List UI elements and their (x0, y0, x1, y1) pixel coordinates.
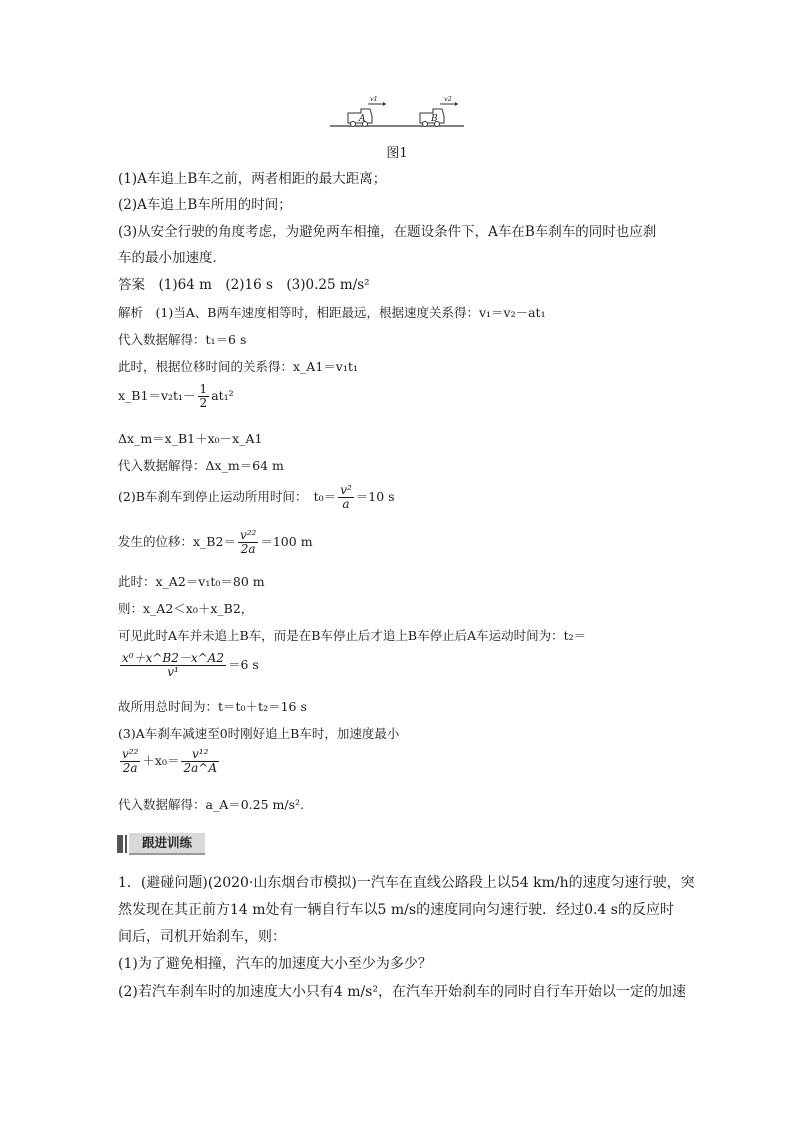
analysis-line-8 (118, 529, 313, 556)
v2-label: v2 (444, 95, 452, 103)
fraction-den: 2a (120, 761, 140, 775)
eq-mid: ＋x₀＝ (142, 753, 180, 768)
answer-line (118, 276, 370, 294)
fraction-den: 2 (199, 396, 208, 410)
fraction-num: x⁰＋x^B2－x^A2 (122, 651, 224, 665)
exercise-line-3: 间后，司机开始刹车，则： (118, 929, 286, 945)
fraction-left (120, 748, 140, 775)
v1-label: v1 (370, 95, 378, 103)
fraction-num: 1 (199, 382, 208, 396)
analysis-line-16: 代入数据解得：a_A＝0.25 m/s². (118, 797, 304, 812)
analysis-line-15 (118, 748, 221, 775)
question-3-line-1: (3)从安全行驶的角度考虑，为避免两车相撞，在题设条件下，A车在B车刹车的同时也应刹 (118, 224, 657, 240)
figure-cars-diagram (328, 94, 466, 134)
fraction-num: v² (340, 483, 352, 497)
fraction-den: a (338, 497, 354, 511)
fraction-xb2 (238, 529, 258, 556)
fraction-den: 2a (238, 542, 258, 556)
analysis-line-3: 此时，根据位移时间的关系得：x_A1＝v₁t₁ (118, 359, 358, 374)
question-1: (1)A车追上B车之前，两者相距的最大距离； (118, 171, 387, 187)
analysis-line-5: Δx_m＝x_B1＋x₀－x_A1 (118, 431, 263, 446)
analysis-label: 解析 (118, 305, 144, 320)
analysis-line-4 (118, 383, 234, 410)
analysis-line-11: 可见此时A车并未追上B车，而是在B车停止后才追上B车停止后A车运动时间为：t₂＝ (118, 628, 587, 643)
exercise-line-1: 1．(避碰问题)(2020·山东烟台市模拟)一汽车在直线公路段上以54 km/h的速度匀速行驶，突 (118, 875, 695, 891)
xb2-expr-pre: 发生的位移：x_B2＝ (118, 534, 236, 549)
analysis-line-6: 代入数据解得：Δx_m＝64 m (118, 458, 284, 473)
fraction-t2 (120, 652, 226, 679)
fraction-num: v²² (122, 747, 139, 761)
section-title: 跟进训练 (129, 833, 205, 855)
fraction-half (198, 383, 210, 410)
analysis-line-9: 此时：x_A2＝v₁t₀＝80 m (118, 574, 265, 589)
section-banner (117, 833, 205, 855)
figure-caption: 图1 (386, 146, 408, 161)
analysis-line-2: 代入数据解得：t₁＝6 s (118, 332, 247, 347)
banner-bar-thin (125, 835, 127, 853)
fraction-den: v¹ (120, 665, 226, 679)
fraction-den: 2a^A (183, 761, 217, 775)
analysis-line-12 (118, 652, 259, 679)
analysis-line-1 (118, 304, 546, 322)
answer-label: 答案 (118, 277, 145, 293)
t0-expr-post: ＝10 s (355, 489, 395, 504)
xb1-expr-post: at₁² (211, 388, 234, 403)
car-b-label: B (431, 114, 438, 124)
question-2: (2)A车追上B车所用的时间； (118, 197, 292, 213)
analysis-line-13: 故所用总时间为：t＝t₀＋t₂＝16 s (118, 699, 307, 714)
xb1-expr-pre: x_B1＝v₂t₁－ (118, 388, 196, 403)
banner-bar (117, 835, 123, 853)
answer-text: (1)64 m (2)16 s (3)0.25 m/s² (158, 277, 370, 293)
exercise-line-2: 然发现在其正前方14 m处有一辆自行车以5 m/s的速度同向匀速行驶．经过0.4 s的反应时 (118, 902, 674, 918)
fraction-right (181, 748, 219, 775)
analysis-line-7 (118, 484, 395, 511)
fraction-num: v²² (239, 528, 257, 542)
exercise-line-5: (2)若汽车刹车时的加速度大小只有4 m/s²，在汽车开始刹车的同时自行车开始以一定的加速 (118, 984, 686, 1000)
car-a-label: A (359, 114, 366, 124)
fraction-t0 (338, 484, 354, 511)
question-3-line-2: 车的最小加速度． (118, 250, 226, 266)
t2-expr-post: ＝6 s (227, 657, 259, 672)
analysis-text-1: (1)当A、B两车速度相等时，相距最远，根据速度关系得：v₁＝v₂－at₁ (155, 305, 546, 320)
exercise-line-4: (1)为了避免相撞，汽车的加速度大小至少为多少？ (118, 956, 432, 972)
t0-expr-pre: (2)B车刹车到停止运动所用时间： t₀＝ (118, 489, 337, 504)
fraction-num: v¹² (192, 747, 209, 761)
analysis-line-10: 则：x_A2＜x₀＋x_B2， (118, 601, 254, 616)
xb2-expr-post: ＝100 m (260, 534, 313, 549)
analysis-line-14: (3)A车刹车减速至0时刚好追上B车时，加速度最小 (118, 726, 400, 741)
